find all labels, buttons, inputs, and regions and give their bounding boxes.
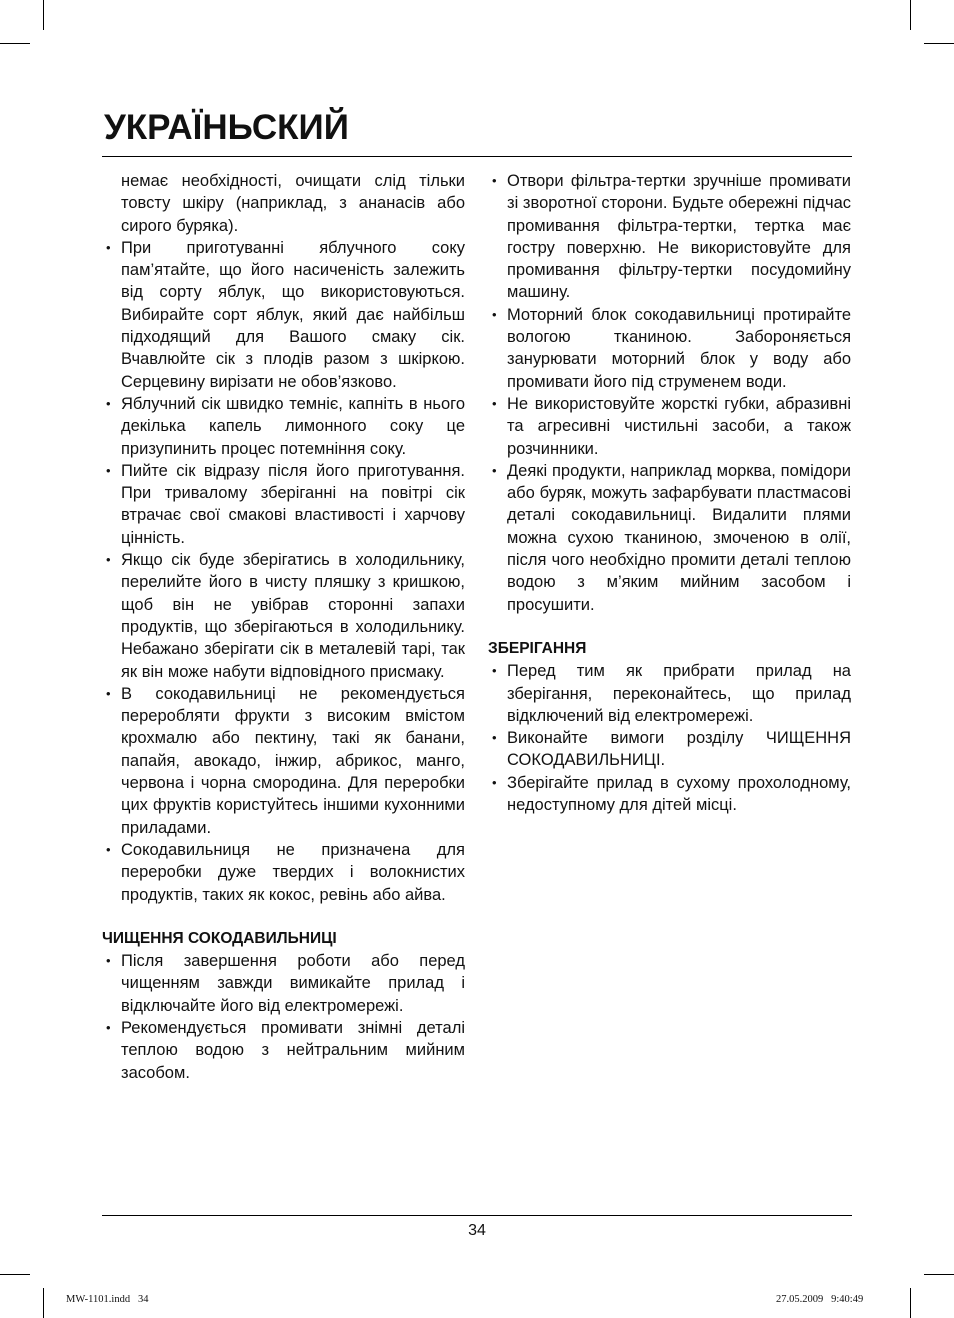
intro-paragraph: немає необхідності, очищати слід тільки товсту шкіру (наприклад, з ананасів або сирого буряка).	[121, 172, 465, 235]
page-number: 34	[468, 1222, 486, 1239]
crop-mark	[43, 0, 44, 30]
list-item: • Моторний блок сокодавильниці протирайте вологою тканиною. Забороняється занурювати моторний блок у воду або промивати його під струменем води.	[488, 304, 851, 393]
list-item: • Не використовуйте жорсткі губки, абразивні та агресивні чистильні засоби, а також розчинники.	[488, 393, 851, 460]
list-item: • Деякі продукти, наприклад морква, помідори або буряк, можуть зафарбувати пластмасові деталі сокодавильниці. Видалити плями можна сухою тканиною, змоченою в олії, після чого необхідно промити деталі теплою водою з м’яким мийним засобом і просушити.	[488, 460, 851, 616]
crop-mark	[43, 1288, 44, 1318]
section-heading-cleaning: ЧИЩЕННЯ СОКОДАВИЛЬНИЦІ	[102, 929, 337, 947]
left-column	[102, 170, 465, 1084]
list-item: • Якщо сік буде зберігатись в холодильнику, перелийте його в чисту пляшку з кришкою, щоб він не увібрав сторонні запахи продуктів, що зберігаються в холодильнику. Небажано зберігати сік в металевій тарі, так як він може набути відповідного присмаку.	[102, 549, 465, 683]
list-item: • Після завершення роботи або перед чищенням завжди вимикайте прилад і відключайте його від електромережі.	[102, 950, 465, 1017]
section-heading-storage: ЗБЕРІГАННЯ	[488, 639, 587, 657]
list-item: • Яблучний сік швидко темніє, капніть в нього декілька капель лимонного соку це призупинить процес потемніння соку.	[102, 393, 465, 460]
crop-mark	[910, 1288, 911, 1318]
list-item: • Перед тим як прибрати прилад на зберігання, переконайтесь, що прилад відключений від електромережі.	[488, 660, 851, 727]
list-item: • Пийте сік відразу після його приготування. При тривалому зберіганні на повітрі сік втрачає свої смакові властивості і харчову цінність.	[102, 460, 465, 549]
list-item: • В сокодавильниці не рекомендується переробляти фрукти з високим вмістом крохмалю або пектину, такі як банани, папайя, авокадо, інжир, абрикос, манго, червона і чорна смородина. Для переробки цих фруктів користуйтесь іншими кухонними приладами.	[102, 683, 465, 839]
crop-mark	[924, 1274, 954, 1275]
crop-mark	[0, 43, 30, 44]
list-item: • Отвори фільтра-тертки зручніше промивати зі зворотної сторони. Будьте обережні підчас промивання фільтра-тертки, тертка має гостру поверхню. Не використовуйте для промивання фільтру-тертки посудомийну машину.	[488, 170, 851, 304]
list-item: • При приготуванні яблучного соку пам’ятайте, що його насиченість залежить від сорту яблук, що використовуються. Вибирайте сорт яблук, який дає найбільш підходящий для Вашого смаку сік. Вчавлюйте сік з плодів разом з шкіркою. Серцевину вирізати не обов’язково.	[102, 237, 465, 393]
crop-mark	[924, 43, 954, 44]
list-item: • Сокодавильниця не призначена для переробки дуже твердих і волокнистих продуктів, таких як кокос, ревінь або айва.	[102, 839, 465, 906]
header-rule	[102, 156, 852, 157]
file-slug: MW-1101.indd 34	[66, 1294, 149, 1305]
crop-mark	[0, 1274, 30, 1275]
footer-rule	[102, 1215, 852, 1216]
right-column	[488, 170, 851, 816]
crop-mark	[910, 0, 911, 30]
list-item: • Рекомендується промивати знімні деталі теплою водою з нейтральним мийним засобом.	[102, 1017, 465, 1084]
list-item: • Зберігайте прилад в сухому прохолодному, недоступному для дітей місці.	[488, 772, 851, 817]
list-item: • Виконайте вимоги розділу ЧИЩЕННЯ СОКОДАВИЛЬНИЦІ.	[488, 727, 851, 772]
date-slug: 27.05.2009 9:40:49	[776, 1294, 864, 1305]
page-title: УКРАЇНЬСКИЙ	[104, 108, 349, 147]
